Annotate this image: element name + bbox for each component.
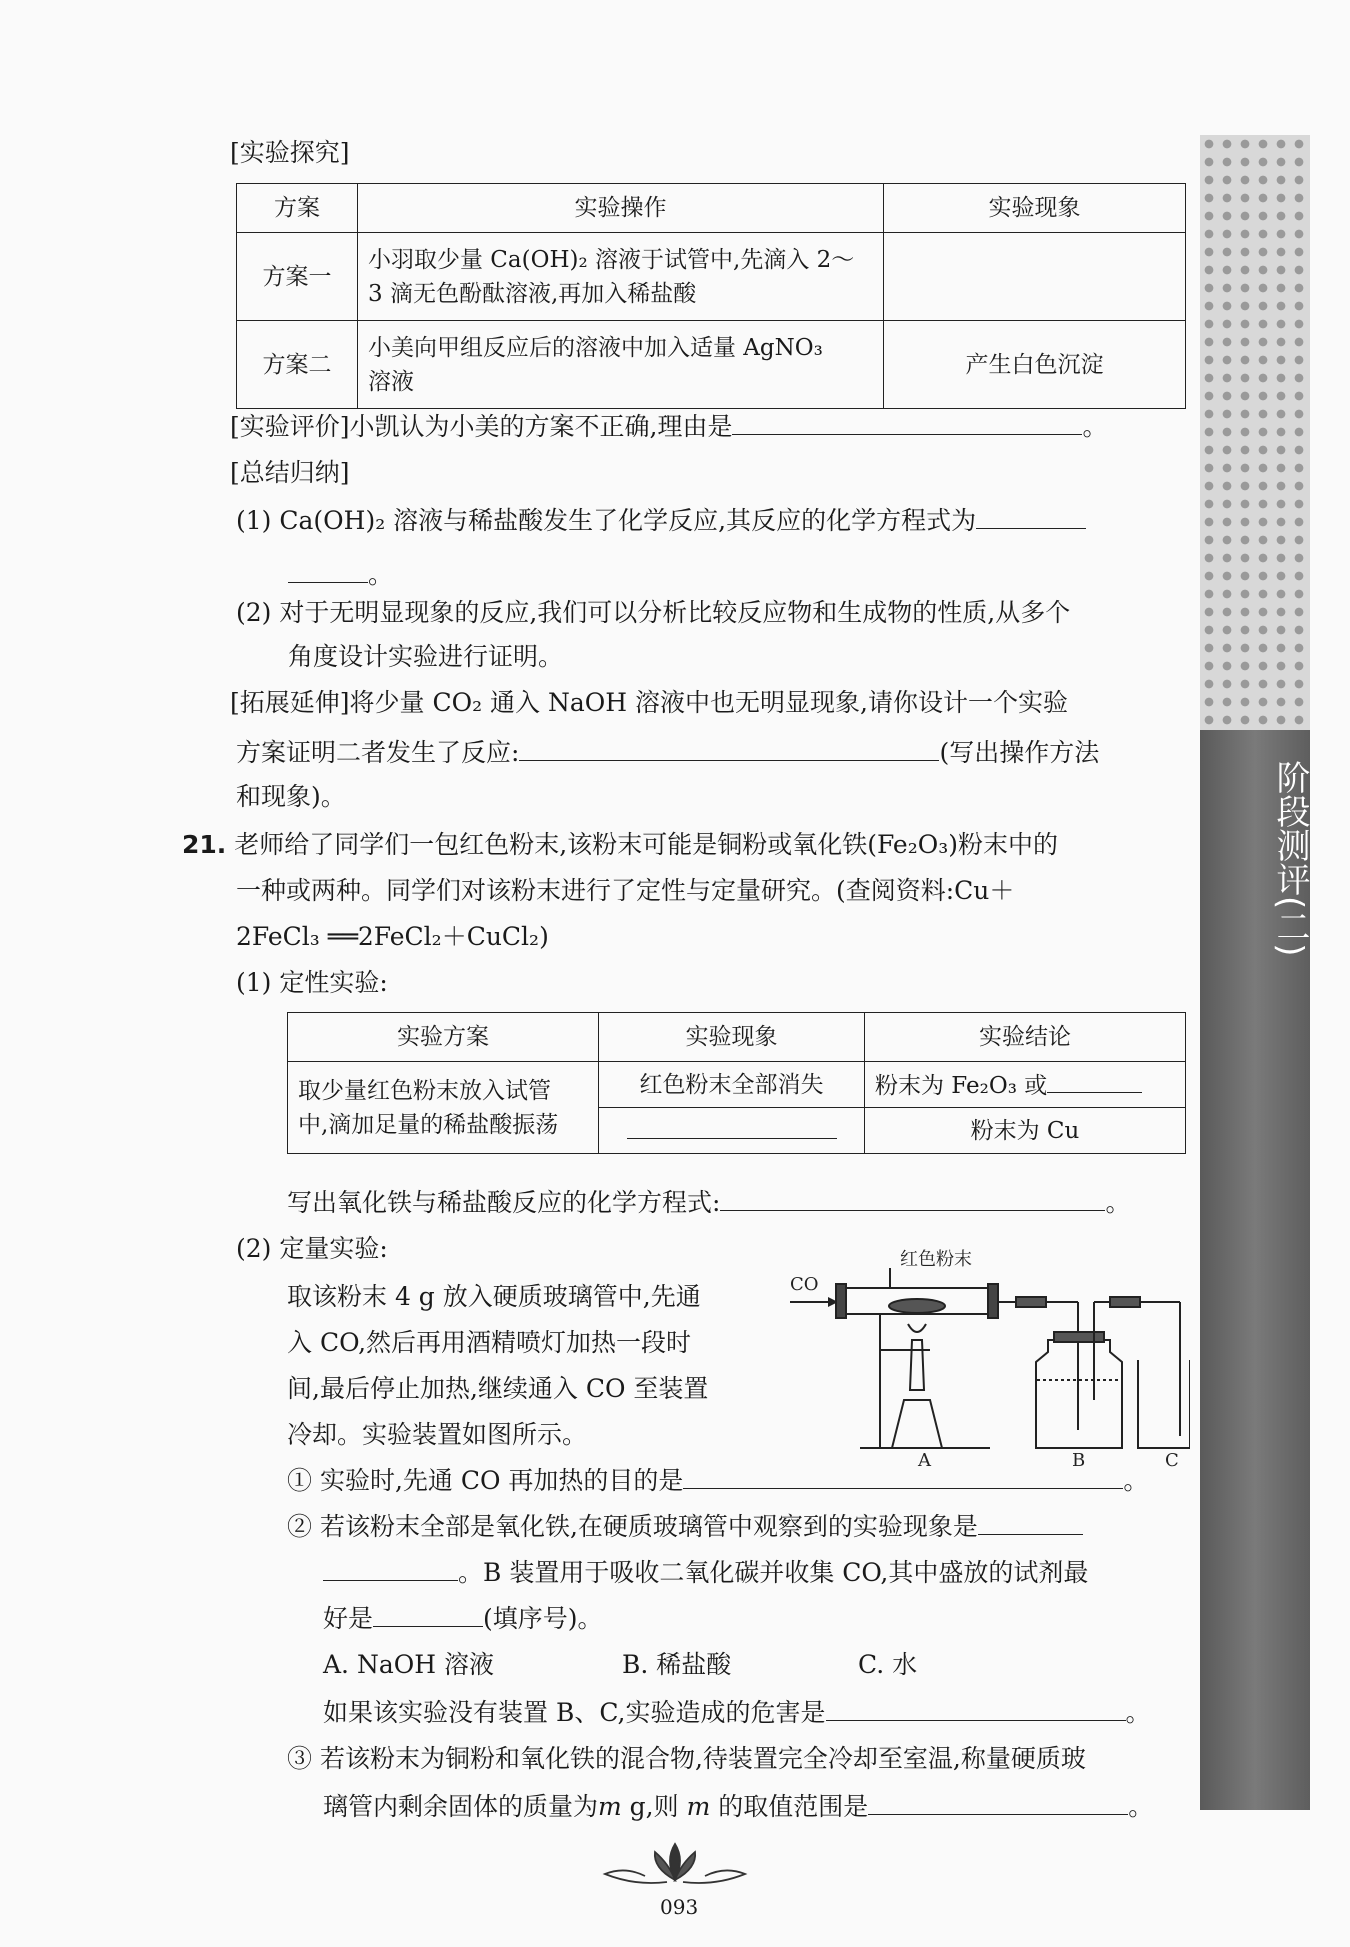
summary-item-2: (2) 对于无明显现象的反应,我们可以分析比较反应物和生成物的性质,从多个 xyxy=(236,598,1071,627)
chapter-sidebar xyxy=(1200,135,1310,1810)
subquestion-2-line-2 xyxy=(323,1554,1088,1590)
option-c: C. 水 xyxy=(858,1650,918,1679)
table-cell xyxy=(358,321,884,409)
table-cell-line: 小美向甲组反应后的溶液中加入适量 AgNO₃ xyxy=(368,334,823,361)
summary-item-1 xyxy=(236,502,1086,538)
table-cell xyxy=(358,233,884,321)
floral-ornament-icon xyxy=(595,1840,755,1890)
qualitative-title: (1) 定性实验: xyxy=(236,968,388,997)
quantitative-text-line: 取该粉末 4 g 放入硬质玻璃管中,先通 xyxy=(287,1282,701,1311)
sidebar-label: 阶段测评(二) xyxy=(1270,760,1310,957)
table-cell-line: 中,滴加足量的稀盐酸振荡 xyxy=(298,1111,559,1138)
apparatus-figure xyxy=(780,1240,1190,1470)
table-cell-line: 溶液 xyxy=(368,368,414,395)
hazard-text: 如果该实验没有装置 B、C,实验造成的危害是 xyxy=(323,1698,826,1727)
extension-text: 方案证明二者发生了反应: xyxy=(236,738,520,767)
answer-blank[interactable] xyxy=(323,1554,458,1581)
label-b: B xyxy=(1072,1450,1086,1470)
quantitative-text-line: 入 CO,然后再用酒精喷灯加热一段时 xyxy=(287,1328,692,1357)
table-cell: 粉末为 Cu xyxy=(865,1108,1186,1154)
answer-blank[interactable] xyxy=(826,1694,1126,1721)
page-number: 093 xyxy=(660,1895,699,1919)
rubber-tube xyxy=(1110,1297,1140,1307)
punctuation: 。 xyxy=(1125,1698,1151,1727)
tube-stopper xyxy=(988,1284,998,1318)
answer-blank[interactable] xyxy=(519,734,939,761)
variable-m: m xyxy=(686,1792,711,1821)
subquestion-text: ① 实验时,先通 CO 再加热的目的是 xyxy=(287,1466,684,1495)
section-title-summary: [总结归纳] xyxy=(230,458,350,487)
table-cell: 红色粉末全部消失 xyxy=(599,1062,865,1108)
extension-line-1 xyxy=(230,686,1068,720)
extension-line-2 xyxy=(236,734,1099,770)
evaluation-prefix: [实验评价] xyxy=(230,412,350,441)
answer-blank[interactable] xyxy=(627,1112,837,1139)
answer-blank[interactable] xyxy=(868,1788,1128,1815)
sidebar-pattern xyxy=(1200,135,1310,735)
answer-blank[interactable] xyxy=(976,502,1086,529)
subquestion-text: ② 若该粉末全部是氧化铁,在硬质玻璃管中观察到的实验现象是 xyxy=(287,1512,978,1541)
subquestion-1 xyxy=(287,1462,1148,1498)
question-21-line-3: 2FeCl₃ ══2FeCl₂＋CuCl₂) xyxy=(236,922,549,951)
subquestion-3-line-2 xyxy=(323,1788,1153,1824)
extension-text: 将少量 CO₂ 通入 NaOH 溶液中也无明显现象,请你设计一个实验 xyxy=(349,688,1068,717)
quantitative-text-line: 冷却。实验装置如图所示。 xyxy=(287,1420,588,1449)
table-cell-line: 3 滴无色酚酞溶液,再加入稀盐酸 xyxy=(368,280,697,307)
summary-item-1-text: (1) Ca(OH)₂ 溶液与稀盐酸发生了化学反应,其反应的化学方程式为 xyxy=(236,506,977,535)
punctuation: 。 xyxy=(1082,412,1108,441)
evaluation-text: 小凯认为小美的方案不正确,理由是 xyxy=(349,412,733,441)
table-header: 实验结论 xyxy=(865,1013,1186,1062)
subquestion-2-line-1 xyxy=(287,1508,1083,1544)
punctuation: 。 xyxy=(1105,1188,1131,1217)
label-a: A xyxy=(918,1450,931,1470)
co-label: CO xyxy=(790,1274,819,1295)
equation-prompt: 写出氧化铁与稀盐酸反应的化学方程式: xyxy=(287,1188,721,1217)
variable-m: m xyxy=(598,1792,622,1821)
quantitative-text-line: 间,最后停止加热,继续通入 CO 至装置 xyxy=(287,1374,709,1403)
table-cell xyxy=(884,233,1186,321)
punctuation: 。 xyxy=(368,560,394,589)
subquestion-3-line-1: ③ 若该粉末为铜粉和氧化铁的混合物,待装置完全冷却至室温,称量硬质玻 xyxy=(287,1744,1086,1773)
question-text: 老师给了同学们一包红色粉末,该粉末可能是铜粉或氧化铁(Fe₂O₃)粉末中的 xyxy=(234,830,1059,859)
table-cell-line: 取少量红色粉末放入试管 xyxy=(298,1077,551,1104)
table-cell-text: 粉末为 Fe₂O₃ 或 xyxy=(875,1073,1048,1099)
subquestion-text: 。B 装置用于吸收二氧化碳并收集 CO,其中盛放的试剂最 xyxy=(458,1558,1089,1587)
subquestion-text: 好是 xyxy=(323,1604,374,1633)
option-a: A. NaOH 溶液 xyxy=(323,1650,494,1679)
question-21-line-1 xyxy=(182,828,1058,862)
punctuation: 。 xyxy=(1123,1466,1149,1495)
option-b: B. 稀盐酸 xyxy=(622,1650,732,1679)
answer-blank[interactable] xyxy=(732,408,1082,435)
question-21-line-2: 一种或两种。同学们对该粉末进行了定性与定量研究。(查阅资料:Cu＋ xyxy=(236,876,1015,905)
subquestion-text: 璃管内剩余固体的质量为 xyxy=(323,1792,599,1821)
extension-text: (写出操作方法 xyxy=(939,738,1100,767)
beaker-c xyxy=(1138,1360,1190,1448)
bottle-stopper xyxy=(1054,1332,1104,1342)
evaluation-line xyxy=(230,408,1107,444)
table-header: 实验现象 xyxy=(884,184,1186,233)
label-c: C xyxy=(1165,1450,1179,1470)
punctuation: 。 xyxy=(1128,1792,1154,1821)
table-cell xyxy=(288,1062,599,1154)
answer-blank[interactable] xyxy=(978,1508,1083,1535)
burner-base xyxy=(892,1400,942,1448)
table-header: 实验现象 xyxy=(599,1013,865,1062)
answer-blank[interactable] xyxy=(373,1600,483,1627)
answer-blank[interactable] xyxy=(683,1462,1123,1489)
answer-blank[interactable] xyxy=(288,556,368,583)
subquestion-text: (填序号)。 xyxy=(483,1604,603,1633)
extension-prefix: [拓展延伸] xyxy=(230,688,350,717)
section-title-explore: [实验探究] xyxy=(230,138,350,167)
table-cell-line: 小羽取少量 Ca(OH)₂ 溶液于试管中,先滴入 2～ xyxy=(368,246,855,273)
table-header: 实验方案 xyxy=(288,1013,599,1062)
rubber-tube xyxy=(1016,1297,1046,1307)
hazard-line xyxy=(323,1694,1151,1730)
summary-item-1-cont xyxy=(288,556,393,592)
flame xyxy=(908,1324,926,1332)
answer-blank[interactable] xyxy=(1047,1066,1142,1093)
question-number: 21. xyxy=(182,830,227,859)
qualitative-table xyxy=(287,1012,1186,1154)
subquestion-text: 的取值范围是 xyxy=(710,1792,869,1821)
powder-label: 红色粉末 xyxy=(900,1249,972,1270)
table-cell xyxy=(865,1062,1186,1108)
table-header: 方案 xyxy=(237,184,358,233)
table-cell: 方案一 xyxy=(237,233,358,321)
quantitative-title: (2) 定量实验: xyxy=(236,1234,388,1263)
table-cell xyxy=(599,1108,865,1154)
table-cell: 方案二 xyxy=(237,321,358,409)
subquestion-text: g,则 xyxy=(621,1792,687,1821)
red-powder xyxy=(889,1299,945,1313)
experiment-table xyxy=(236,183,1186,409)
answer-blank[interactable] xyxy=(720,1184,1105,1211)
summary-item-2-cont: 角度设计实验进行证明。 xyxy=(288,642,564,671)
tube-stopper xyxy=(836,1284,846,1318)
burner-tube xyxy=(910,1340,924,1390)
extension-line-3: 和现象)。 xyxy=(236,782,346,811)
table-cell: 产生白色沉淀 xyxy=(884,321,1186,409)
subquestion-2-line-3 xyxy=(323,1600,603,1636)
table-header: 实验操作 xyxy=(358,184,884,233)
equation-line xyxy=(287,1184,1130,1220)
